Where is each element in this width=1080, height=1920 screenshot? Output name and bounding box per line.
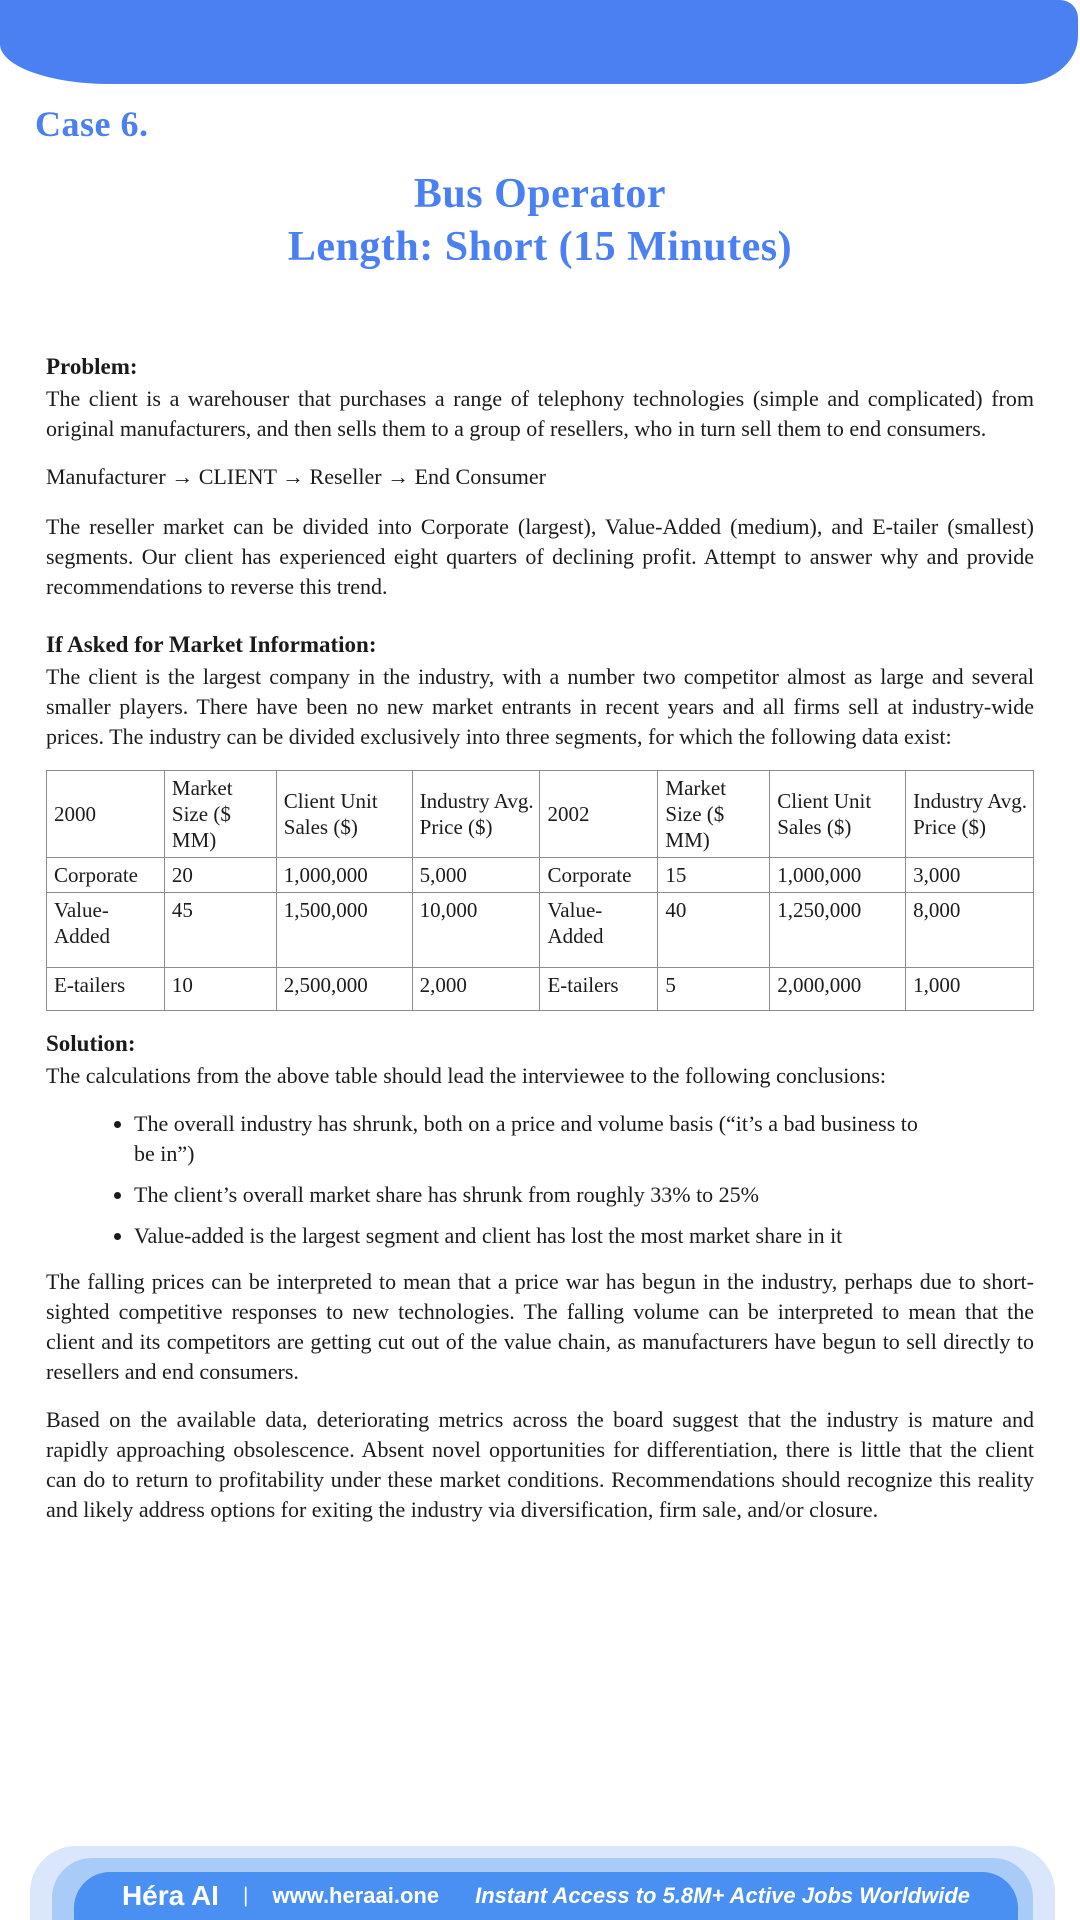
conclusions-list bbox=[46, 1109, 1034, 1251]
table-cell: 20 bbox=[164, 858, 276, 893]
case-label: Case 6. bbox=[35, 104, 149, 144]
table-cell: 8,000 bbox=[906, 893, 1034, 968]
table-cell: Value-Added bbox=[47, 893, 165, 968]
conclusion-item: • Value-added is the largest segment and client has lost the most market share in it bbox=[134, 1221, 924, 1251]
solution-paragraph-2: Based on the available data, deteriorating metrics across the board suggest that the industry is mature and rapidly approaching obsolescence. Absent novel opportunities for differentiation, there is little that the client can do to return to profitability under these market conditions. Recommendations should recognize this reality and likely address options for exiting the industry via diversification, firm sale, and/or closure. bbox=[46, 1407, 1034, 1522]
solution-paragraph-1: The falling prices can be interpreted to mean that a price war has begun in the industry, perhaps due to short-sighted competitive responses to new technologies. The falling volume can be interpreted to mean that the client and its competitors are getting cut out of the value chain, as manufacturers have begun to sell directly to resellers and end consumers. bbox=[46, 1269, 1034, 1384]
solution-intro: The calculations from the above table should lead the interviewee to the following conclusions: bbox=[46, 1063, 887, 1088]
table-cell: 1,000,000 bbox=[770, 858, 906, 893]
problem-paragraph-1: The client is a warehouser that purchases a range of telephony technologies (simple and complicated) from original manufacturers, and then sells them to a group of resellers, who in turn sell them to end consumers. bbox=[46, 386, 1034, 441]
value-chain-line: Manufacturer → CLIENT → Reseller → End Consumer bbox=[46, 464, 546, 489]
table-header-year-2002: 2002 bbox=[540, 771, 658, 858]
table-cell: E-tailers bbox=[540, 968, 658, 1011]
footer bbox=[30, 1846, 1055, 1920]
table-cell: 1,000 bbox=[906, 968, 1034, 1011]
table-cell: 2,000 bbox=[412, 968, 540, 1011]
table-cell: 40 bbox=[658, 893, 770, 968]
table-row-value-added bbox=[47, 893, 1034, 968]
conclusion-item: • The overall industry has shrunk, both on a price and volume basis (“it’s a bad business to be in”) bbox=[134, 1109, 924, 1169]
problem-heading: Problem: bbox=[46, 354, 138, 379]
footer-divider: | bbox=[242, 1884, 249, 1907]
table-row-e-tailers bbox=[47, 968, 1034, 1011]
table-header-row bbox=[47, 771, 1034, 858]
doc-title bbox=[0, 168, 1080, 274]
footer-bar bbox=[74, 1872, 1018, 1920]
table-cell: E-tailers bbox=[47, 968, 165, 1011]
table-header-unit-sales-2000: Client Unit Sales ($) bbox=[276, 771, 412, 858]
problem-paragraph-2: The reseller market can be divided into Corporate (largest), Value-Added (medium), and E-tailer (smallest) segments. Our client has experienced eight quarters of declining profit. Attempt to answer why and provide recommendations to reverse this trend. bbox=[46, 514, 1034, 599]
table-cell: Value-Added bbox=[540, 893, 658, 968]
footer-url: www.heraai.one bbox=[272, 1883, 440, 1908]
table-header-avg-price-2002: Industry Avg. Price ($) bbox=[906, 771, 1034, 858]
market-info-paragraph: The client is the largest company in the industry, with a number two competitor almost as large and several smaller players. There have been no new market entrants in recent years and all firms sell at industry-wide prices. The industry can be divided exclusively into three segments, for which the following data exist: bbox=[46, 664, 1034, 749]
table-header-year-2000: 2000 bbox=[47, 771, 165, 858]
solution-heading: Solution: bbox=[46, 1031, 136, 1056]
table-cell: 1,500,000 bbox=[276, 893, 412, 968]
table-cell: 1,250,000 bbox=[770, 893, 906, 968]
document-body bbox=[46, 338, 1034, 1543]
table-header-market-size-2000: Market Size ($ MM) bbox=[164, 771, 276, 858]
table-cell: 3,000 bbox=[906, 858, 1034, 893]
table-cell: 5 bbox=[658, 968, 770, 1011]
table-header-unit-sales-2002: Client Unit Sales ($) bbox=[770, 771, 906, 858]
market-data-table bbox=[46, 770, 1034, 1011]
table-cell: 1,000,000 bbox=[276, 858, 412, 893]
conclusion-item: • The client’s overall market share has shrunk from roughly 33% to 25% bbox=[134, 1180, 924, 1210]
header-bar bbox=[0, 0, 1078, 84]
market-info-heading: If Asked for Market Information: bbox=[46, 632, 377, 657]
table-header-avg-price-2000: Industry Avg. Price ($) bbox=[412, 771, 540, 858]
table-cell: Corporate bbox=[47, 858, 165, 893]
doc-title-line2: Length: Short (15 Minutes) bbox=[287, 224, 793, 270]
table-cell: 2,500,000 bbox=[276, 968, 412, 1011]
table-cell: Corporate bbox=[540, 858, 658, 893]
table-cell: 15 bbox=[658, 858, 770, 893]
table-cell: 45 bbox=[164, 893, 276, 968]
footer-tagline: Instant Access to 5.8M+ Active Jobs Worldwide bbox=[475, 1883, 971, 1908]
table-cell: 10 bbox=[164, 968, 276, 1011]
table-cell: 2,000,000 bbox=[770, 968, 906, 1011]
doc-title-line1: Bus Operator bbox=[413, 171, 667, 217]
table-header-market-size-2002: Market Size ($ MM) bbox=[658, 771, 770, 858]
table-cell: 10,000 bbox=[412, 893, 540, 968]
table-cell: 5,000 bbox=[412, 858, 540, 893]
footer-layer-middle bbox=[52, 1858, 1033, 1920]
table-row-corporate bbox=[47, 858, 1034, 893]
brand-logo-text: Héra AI bbox=[121, 1880, 219, 1911]
